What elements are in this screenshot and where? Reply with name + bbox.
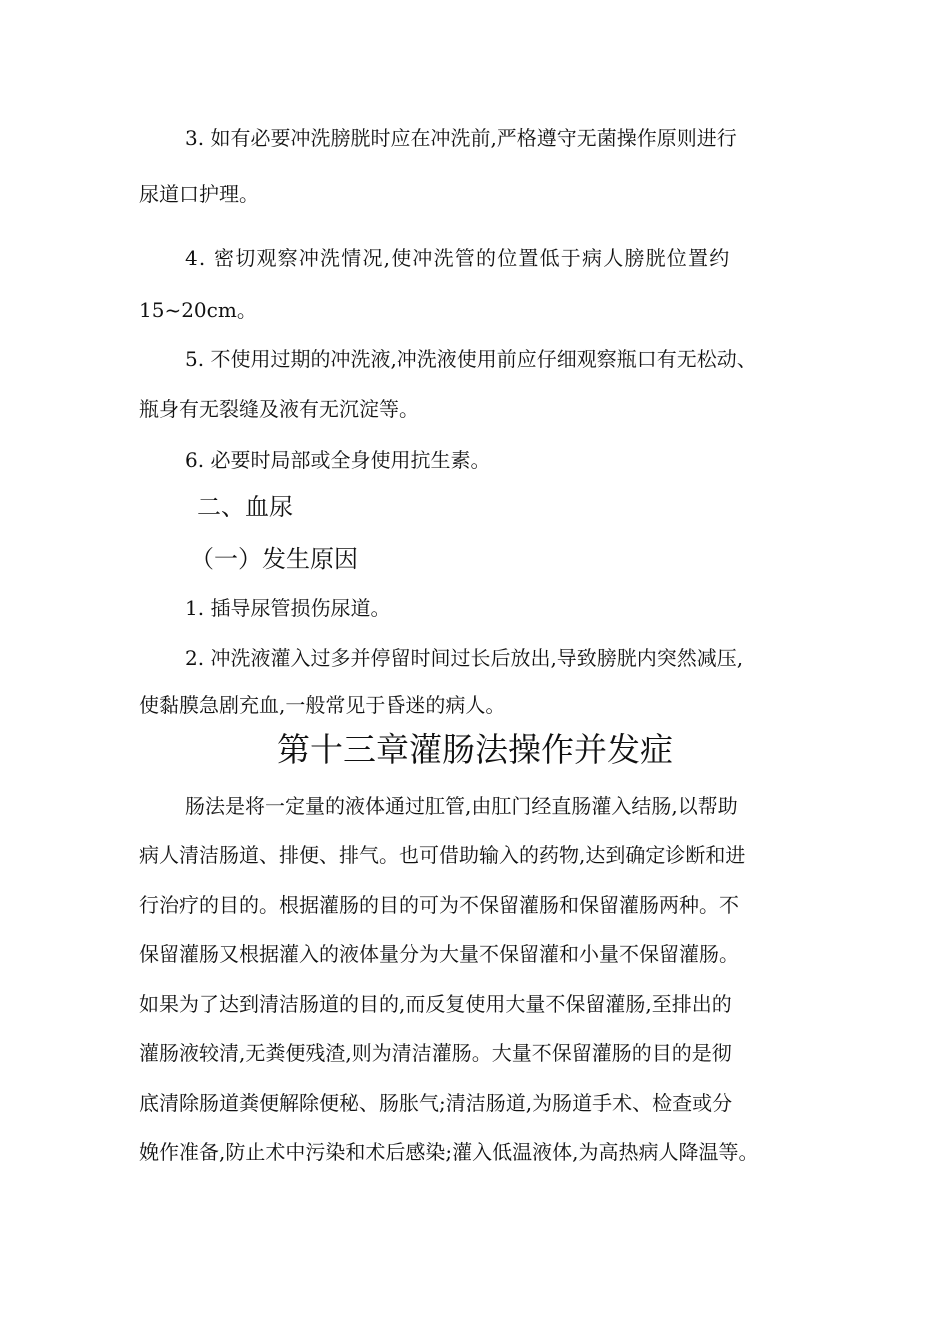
body-line: 娩作准备,防止术中污染和术后感染;灌入低温液体,为高热病人降温等。 [139, 1140, 759, 1164]
list-item: 使黏膜急剧充血,一般常见于昏迷的病人。 [139, 693, 506, 717]
body-line: 保留灌肠又根据灌入的液体量分为大量不保留灌和小量不保留灌肠。 [139, 942, 739, 966]
body-line: 病人清洁肠道、排便、排气。也可借助输入的药物,达到确定诊断和进 [139, 843, 746, 867]
list-item: 2. 冲洗液灌入过多并停留时间过长后放出,导致膀胱内突然减压, [185, 646, 744, 670]
paragraph-line: 3. 如有必要冲洗膀胱时应在冲洗前,严格遵守无菌操作原则进行 [185, 126, 737, 150]
paragraph-line: 瓶身有无裂缝及液有无沉淀等。 [139, 397, 419, 421]
chapter-title: 第十三章灌肠法操作并发症 [277, 730, 673, 769]
paragraph-line: 尿道口护理。 [139, 182, 259, 206]
paragraph-line: 15~20cm。 [139, 298, 257, 322]
section-heading: 二、血尿 [197, 493, 293, 521]
body-line: 行治疗的目的。根据灌肠的目的可为不保留灌肠和保留灌肠两种。不 [139, 893, 739, 917]
paragraph-line: 4. 密切观察冲洗情况,使冲洗管的位置低于病人膀胱位置约 [185, 246, 731, 270]
paragraph-line: 6. 必要时局部或全身使用抗生素。 [185, 448, 491, 472]
list-item: 1. 插导尿管损伤尿道。 [185, 596, 391, 620]
paragraph-line: 5. 不使用过期的冲洗液,冲洗液使用前应仔细观察瓶口有无松动、 [185, 347, 757, 371]
body-line: 如果为了达到清洁肠道的目的,而反复使用大量不保留灌肠,至排出的 [139, 992, 732, 1016]
body-line: 底清除肠道粪便解除便秘、肠胀气;清洁肠道,为肠道手术、检查或分 [139, 1091, 733, 1115]
body-line: 灌肠液较清,无粪便残渣,则为清洁灌肠。大量不保留灌肠的目的是彻 [139, 1041, 732, 1065]
body-line: 肠法是将一定量的液体通过肛管,由肛门经直肠灌入结肠,以帮助 [185, 794, 738, 818]
subsection-heading: （一）发生原因 [190, 545, 358, 573]
